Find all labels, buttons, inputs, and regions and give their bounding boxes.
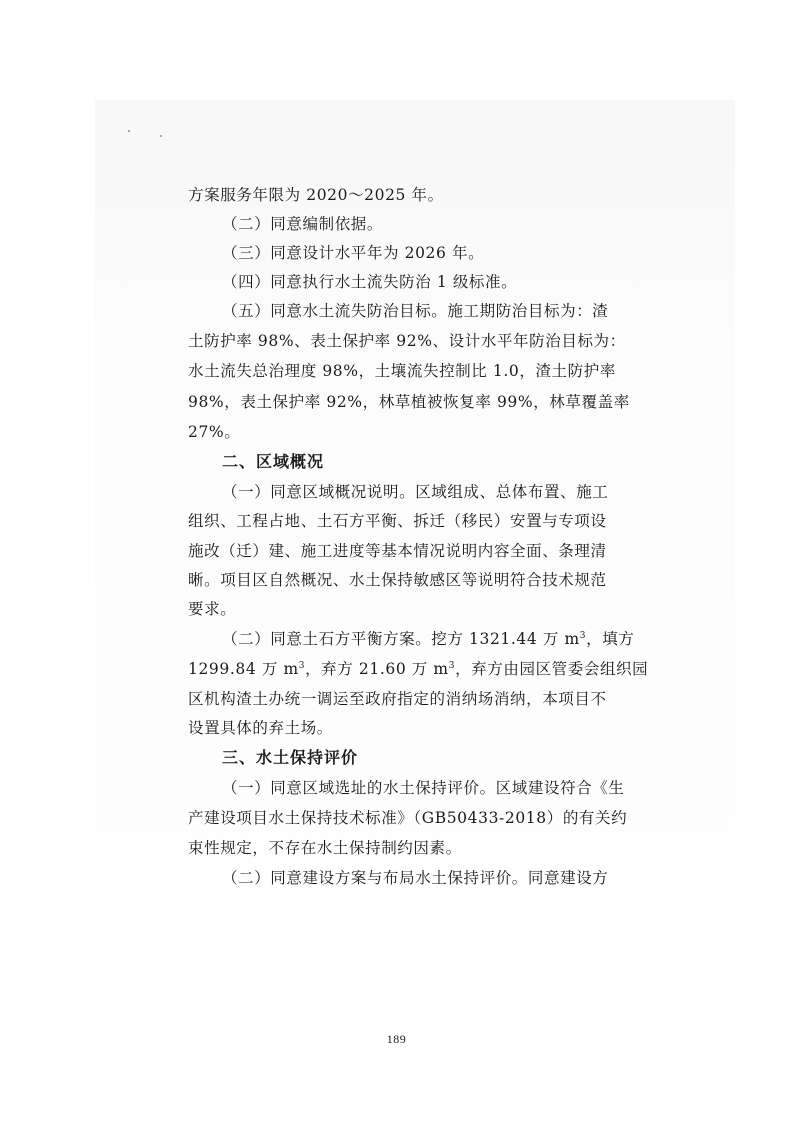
paragraph-line: 27%。 <box>188 423 241 441</box>
paragraph-line: 土防护率 98%、表土保护率 92%、设计水平年防治目标为： <box>188 332 626 350</box>
paragraph-line: 施改（迁）建、施工进度等基本情况说明内容全面、条理清 <box>188 542 607 560</box>
paragraph-line: （五）同意水土流失防治目标。施工期防治目标为：渣 <box>222 302 609 320</box>
paragraph-line: （二）同意编制依据。 <box>222 215 384 233</box>
superscript: 3 <box>579 630 587 641</box>
superscript: 3 <box>298 660 306 671</box>
section-heading: 二、区域概况 <box>222 452 325 471</box>
scan-speck <box>160 135 162 137</box>
scan-shade <box>95 100 735 860</box>
scan-speck <box>128 130 130 132</box>
paragraph-line: （四）同意执行水土流失防治 1 级标准。 <box>222 273 518 291</box>
section-heading: 三、水土保持评价 <box>222 748 359 767</box>
paragraph-line: 设置具体的弃土场。 <box>188 719 333 737</box>
paragraph-line: 98%，表土保护率 92%，林草植被恢复率 99%，林草覆盖率 <box>188 393 630 411</box>
paragraph-line: （三）同意设计水平年为 2026 年。 <box>222 244 485 262</box>
paragraph-line: （二）同意建设方案与布局水土保持评价。同意建设方 <box>222 869 609 887</box>
paragraph-line: 产建设项目水土保持技术标准》（GB50433-2018）的有关约 <box>188 809 628 827</box>
paragraph-line: 要求。 <box>188 600 237 618</box>
text-run: ，弃方由园区管委会组织园 <box>455 660 649 678</box>
paragraph-line: 束性规定，不存在水土保持制约因素。 <box>188 839 462 857</box>
superscript: 3 <box>448 660 456 671</box>
page-number: 189 <box>386 1032 407 1046</box>
text-run: （二）同意土石方平衡方案。挖方 1321.44 万 m <box>222 630 580 648</box>
text-run: 1299.84 万 m <box>188 660 299 678</box>
paragraph-line <box>188 659 648 679</box>
paragraph-line: 组织、工程占地、土石方平衡、拆迁（移民）安置与专项设 <box>188 512 607 530</box>
paragraph-line: （一）同意区域选址的水土保持评价。区域建设符合《生 <box>222 779 625 797</box>
paragraph-line <box>222 629 634 649</box>
paragraph-line: 水土流失总治理度 98%，土壤流失控制比 1.0，渣土防护率 <box>188 362 616 380</box>
paragraph-line: （一）同意区域概况说明。区域组成、总体布置、施工 <box>222 483 609 501</box>
paragraph-line: 方案服务年限为 2020～2025 年。 <box>188 186 444 204</box>
paragraph-line: 晰。项目区自然概况、水土保持敏感区等说明符合技术规范 <box>188 571 607 589</box>
paragraph-line: 区机构渣土办统一调运至政府指定的消纳场消纳，本项目不 <box>188 690 607 708</box>
text-run: ，填方 <box>586 630 635 648</box>
text-run: ，弃方 21.60 万 m <box>305 660 449 678</box>
